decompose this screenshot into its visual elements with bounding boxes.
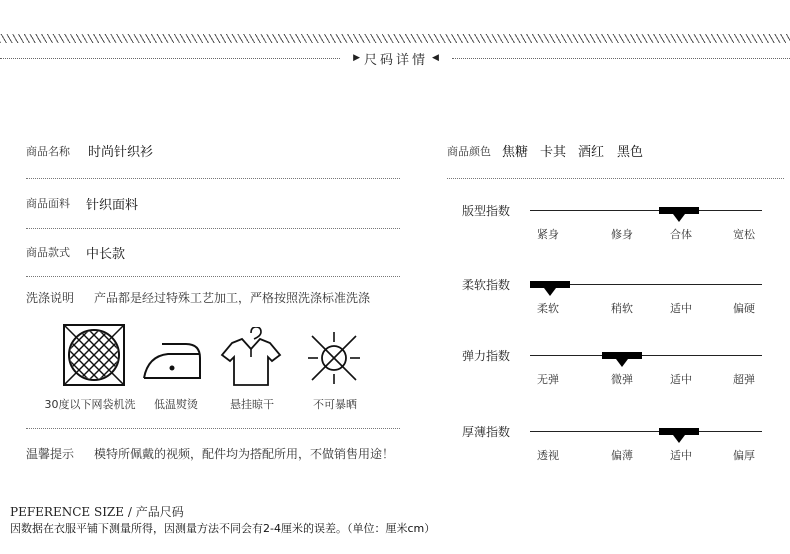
color-option: 黑色 bbox=[617, 145, 644, 160]
hang-dry-icon bbox=[220, 327, 282, 387]
scale-name: 厚薄指数 bbox=[462, 425, 511, 439]
color-option: 焦糖 bbox=[502, 145, 529, 160]
scale-option: 超弹 bbox=[733, 373, 755, 386]
scale-option: 微弹 bbox=[611, 373, 633, 386]
scale-option: 合体 bbox=[670, 228, 692, 241]
arrow-right-icon: ▶ bbox=[353, 53, 360, 63]
icon-caption: 不可暴晒 bbox=[313, 398, 357, 411]
fabric-value: 针织面料 bbox=[86, 198, 139, 213]
icon-caption: 悬挂晾干 bbox=[230, 398, 274, 411]
scale-option: 紧身 bbox=[537, 228, 559, 241]
color-option: 卡其 bbox=[540, 145, 567, 160]
scale-pointer bbox=[616, 359, 628, 367]
color-option: 酒红 bbox=[578, 145, 605, 160]
section-title bbox=[340, 48, 452, 68]
tip-label: 温馨提示 bbox=[26, 447, 75, 461]
scale-option: 适中 bbox=[670, 373, 692, 386]
title-rule-left bbox=[0, 58, 340, 59]
scale-name: 弹力指数 bbox=[462, 349, 511, 363]
scale-option: 柔软 bbox=[537, 302, 559, 315]
style-label: 商品款式 bbox=[26, 246, 70, 259]
divider bbox=[26, 276, 400, 277]
divider bbox=[26, 428, 400, 429]
scale-name: 版型指数 bbox=[462, 204, 511, 218]
divider bbox=[447, 178, 784, 179]
scale-indicator bbox=[659, 428, 699, 435]
scale-option: 宽松 bbox=[733, 228, 755, 241]
scale-pointer bbox=[673, 435, 685, 443]
scale-track bbox=[530, 355, 762, 356]
icon-caption: 低温熨烫 bbox=[154, 398, 198, 411]
scale-option: 适中 bbox=[670, 302, 692, 315]
scale-track bbox=[530, 431, 762, 432]
scale-option: 偏厚 bbox=[733, 449, 755, 462]
scale-option: 无弹 bbox=[537, 373, 559, 386]
scale-indicator bbox=[530, 281, 570, 288]
fabric-label: 商品面料 bbox=[26, 197, 70, 210]
measurement-note: 因数据在衣服平铺下测量所得，因测量方法不同会有2-4厘米的误差。（单位：厘米cm） bbox=[10, 522, 436, 535]
style-value: 中长款 bbox=[86, 247, 126, 262]
scale-option: 修身 bbox=[611, 228, 633, 241]
arrow-left-icon: ◀ bbox=[432, 53, 439, 63]
title-rule-right bbox=[452, 58, 790, 59]
section-title-text: 尺码详情 bbox=[363, 52, 428, 68]
scale-indicator bbox=[602, 352, 642, 359]
scale-pointer bbox=[673, 214, 685, 222]
net-bag-wash-icon bbox=[62, 323, 126, 387]
wash-label: 洗涤说明 bbox=[26, 291, 75, 305]
product-name-value: 时尚针织衫 bbox=[88, 145, 154, 160]
reference-size-title: PEFERENCE SIZE / 产品尺码 bbox=[10, 505, 184, 519]
scale-name: 柔软指数 bbox=[462, 278, 511, 292]
color-label: 商品颜色 bbox=[447, 145, 491, 158]
no-sun-icon bbox=[306, 330, 362, 386]
divider bbox=[26, 178, 400, 179]
scale-indicator bbox=[659, 207, 699, 214]
low-temp-iron-icon bbox=[140, 340, 204, 384]
tip-text: 模特所佩戴的视频，配件均为搭配所用，不做销售用途！ bbox=[94, 447, 395, 461]
scale-option: 偏薄 bbox=[611, 449, 633, 462]
divider bbox=[26, 228, 400, 229]
scale-option: 偏硬 bbox=[733, 302, 755, 315]
product-name-label: 商品名称 bbox=[26, 145, 70, 158]
wash-text: 产品都是经过特殊工艺加工，严格按照洗涤标准洗涤 bbox=[94, 291, 371, 305]
top-hatch-divider bbox=[0, 34, 790, 43]
scale-option: 稍软 bbox=[611, 302, 633, 315]
scale-option: 适中 bbox=[670, 449, 692, 462]
scale-track bbox=[530, 210, 762, 211]
scale-pointer bbox=[544, 288, 556, 296]
icon-caption: 30度以下网袋机洗 bbox=[44, 398, 136, 411]
scale-option: 透视 bbox=[537, 449, 559, 462]
